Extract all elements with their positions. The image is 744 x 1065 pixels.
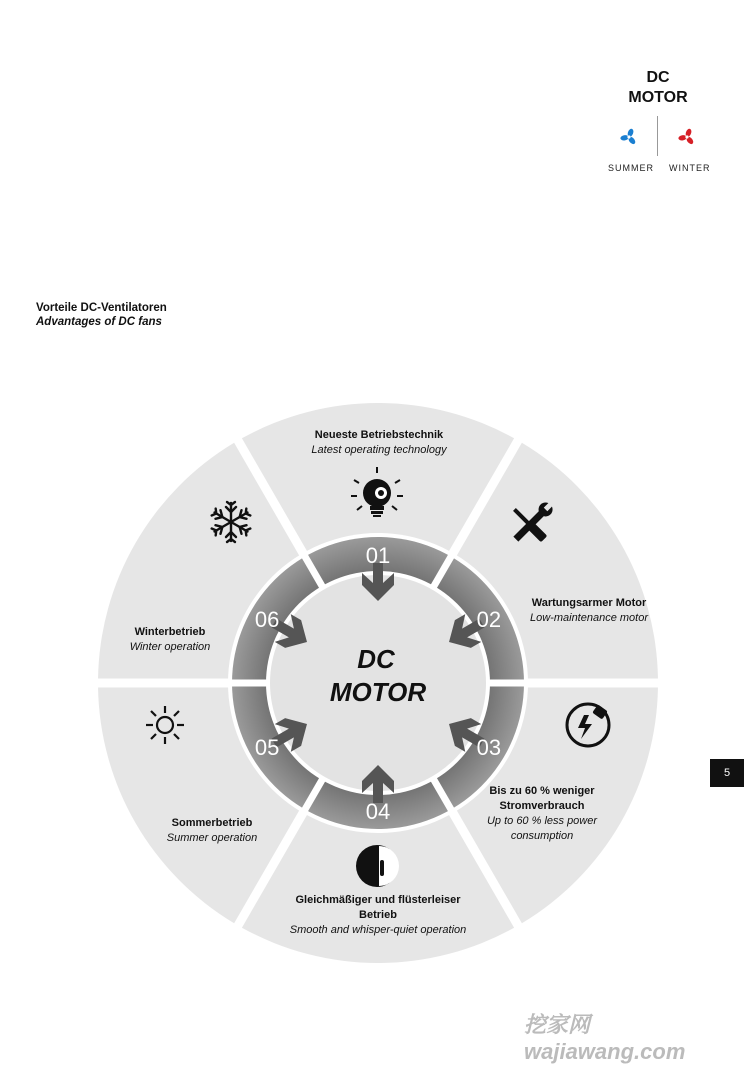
segment-04-title: Gleichmäßiger und flüsterleiser Betrieb — [295, 894, 461, 921]
logo-title-line2: MOTOR — [628, 89, 688, 106]
segment-02-title: Wartungsarmer Motor — [531, 597, 647, 609]
center-title-line2: MOTOR — [329, 677, 427, 707]
segment-05-number: 05 — [254, 735, 280, 760]
segment-06-number: 06 — [254, 607, 280, 632]
segment-04-subtitle: Smooth and whisper-quiet operation — [289, 924, 467, 936]
segment-06-text — [106, 625, 234, 655]
segment-04-text — [256, 893, 500, 938]
segment-06-subtitle: Winter operation — [129, 641, 211, 653]
segment-05-title: Sommerbetrieb — [171, 817, 253, 829]
segment-03-subtitle: Up to 60 % less power consumption — [486, 815, 598, 842]
watermark: 挖家网 wajiawang.com — [524, 1012, 686, 1064]
segment-01-number: 01 — [365, 543, 391, 568]
segment-03-title: Bis zu 60 % weniger Stromverbrauch — [489, 785, 595, 812]
heading-english: Advantages of DC fans — [36, 316, 162, 328]
segment-03-number: 03 — [476, 735, 502, 760]
segment-05-text — [140, 816, 284, 846]
segment-05-subtitle: Summer operation — [166, 832, 258, 844]
center-title-line1: DC — [357, 644, 395, 674]
heading-german: Vorteile DC-Ventilatoren — [36, 302, 167, 314]
summer-label: SUMMER — [608, 163, 654, 173]
segment-03-text — [483, 784, 601, 844]
segment-06-title: Winterbetrieb — [134, 626, 206, 638]
segment-01-title: Neueste Betriebstechnik — [314, 429, 444, 441]
segment-01-text — [264, 428, 494, 458]
segment-02-subtitle: Low-maintenance motor — [530, 612, 649, 624]
quiet-face-icon — [356, 845, 399, 887]
page-number: 5 — [710, 759, 744, 787]
winter-label: WINTER — [669, 163, 711, 173]
segment-02-number: 02 — [476, 607, 502, 632]
segment-01-subtitle: Latest operating technology — [311, 444, 447, 456]
segment-02-text — [530, 596, 648, 626]
segment-04-number: 04 — [365, 799, 391, 824]
logo-title-line1: DC — [646, 69, 670, 86]
